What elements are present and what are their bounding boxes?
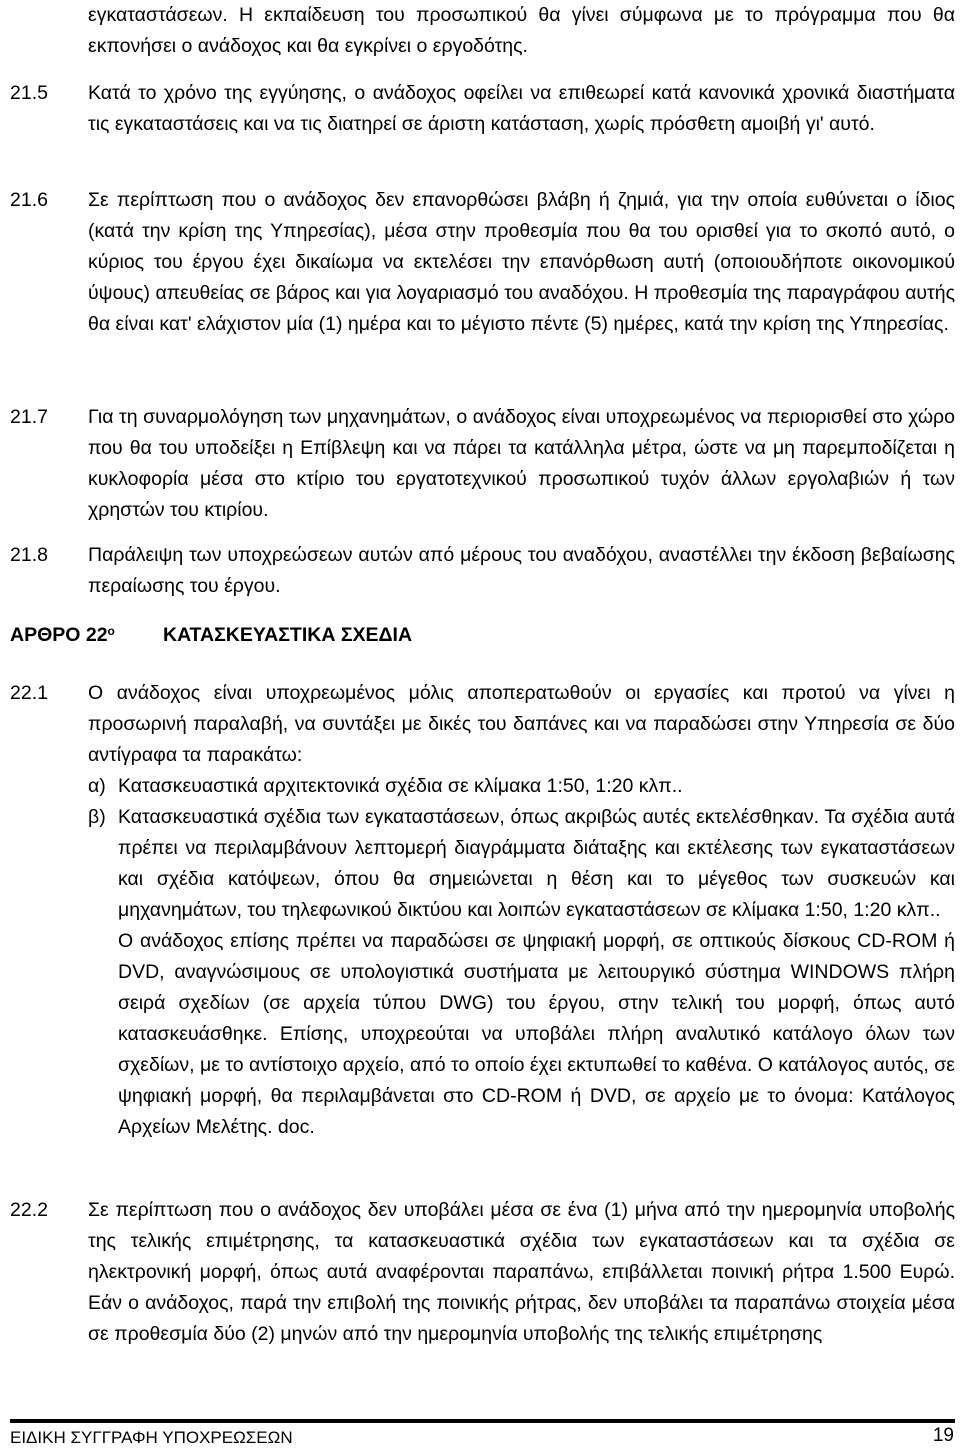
- list-item-a: [88, 771, 955, 802]
- clause-text: Για τη συναρμολόγηση των μηχανημάτων, ο ανάδοχος είναι υποχρεωμένος να περιορισθεί στο χώρο που θα του υποδείξει η Επίβλεψη και να πάρει τα κατάλληλα μέτρα, ώστε να μη παρεμποδίζεται η κυκλοφορία μέσα στο κτίριο του εργατοτεχνικού προσωπικού τυχόν άλλων εργολαβιών ή των χρηστών του κτιρίου.: [88, 406, 955, 521]
- footer-divider: [10, 1419, 955, 1423]
- clause-number: 22.1: [10, 682, 48, 704]
- list-text: Κατασκευαστικά σχέδια των εγκαταστάσεων, όπως ακριβώς αυτές εκτελέσθηκαν. Τα σχέδια αυτά πρέπει να περιλαμβάνουν λεπτομερή διαγράμματα διάταξης και εκτέλεσης των εγκαταστάσεων και σχέδια κατόψεων, όπου θα σημειώνεται η θέση και το μέγεθος των συσκευών και μηχανημάτων, του τηλεφωνικού δικτύου και λοιπών εγκαταστάσεων σε κλίμακα 1:50, 1:20 κλπ..: [118, 806, 955, 921]
- list-label: α): [88, 775, 106, 797]
- clause-text: Σε περίπτωση που ο ανάδοχος δεν υποβάλει μέσα σε ένα (1) μήνα από την ημερομηνία υποβολής της τελικής επιμέτρησης, τα κατασκευαστικά σχέδια των εγκαταστάσεων και τα σχέδια σε ηλεκτρονική μορφή, όπως αυτά αναφέρονται παραπάνω, επιβάλλεται ποινική ρήτρα 1.500 Ευρώ. Εάν ο ανάδοχος, παρά την επιβολή της ποινικής ρήτρας, δεν υποβάλει τα παραπάνω στοιχεία μέσα σε προθεσμία δύο (2) μηνών από την ημερομηνία υποβολής της τελικής επιμέτρησης: [88, 1199, 955, 1345]
- clause-text: Σε περίπτωση που ο ανάδοχος δεν επανορθώσει βλάβη ή ζημιά, για την οποία ευθύνεται ο ίδιος (κατά την κρίση της Υπηρεσίας), μέσα στην προθεσμία που θα του ορισθεί για το σκοπό αυτό, ο κύριος του έργου έχει δικαίωμα να εκτελέσει την επανόρθωση αυτή (οποιουδήποτε οικονομικού ύψους) απευθείας σε βάρος και για λογαριασμό του αναδόχου. Η προθεσμία της παραγράφου αυτής θα είναι κατ' ελάχιστον μία (1) ημέρα και το μέγιστο πέντε (5) ημέρες, κατά την κρίση της Υπηρεσίας.: [88, 189, 955, 335]
- article-number: ΑΡΘΡΟ $22^o$: [10, 624, 115, 646]
- list-item-b-continuation: Ο ανάδοχος επίσης πρέπει να παραδώσει σε ψηφιακή μορφή, σε οπτικούς δίσκους CD-ROM ή DVD, αναγνώσιμους σε υπολογιστικά συστήματα με λειτουργικό σύστημα WINDOWS πλήρη σειρά σχεδίων (σε αρχεία τύπου DWG) του έργου, στην τελική του μορφή, όπως αυτό κατασκευάσθηκε. Επίσης, υποχρεούται να υποβάλει πλήρη αναλυτικό κατάλογο όλων των σχεδίων, με το αντίστοιχο αρχείο, από το οποίο έχει εκτυπωθεί το καθένα. Ο κατάλογος αυτός, σε ψηφιακή μορφή, θα περιλαμβάνεται στο CD-ROM ή DVD, σε αρχείο με το όνομα: Κατάλογος Αρχείων Μελέτης. doc.: [118, 930, 955, 1138]
- clause-number: 22.2: [10, 1199, 48, 1221]
- clause-text: Ο ανάδοχος είναι υποχρεωμένος μόλις αποπερατωθούν οι εργασίες και προτού να γίνει η προσωρινή παραλαβή, να συντάξει με δικές του δαπάνες και να παραδώσει στην Υπηρεσία σε δύο αντίγραφα τα παρακάτω:: [88, 682, 955, 766]
- clause-number: 21.6: [10, 189, 48, 211]
- list-item-b: [88, 802, 955, 926]
- intro-text: εγκαταστάσεων. Η εκπαίδευση του προσωπικού θα γίνει σύμφωνα με το πρόγραμμα που θα εκπονήσει ο ανάδοχος και θα εγκρίνει ο εργοδότης.: [88, 4, 955, 57]
- list-label: β): [88, 806, 106, 828]
- clause-text: Κατά το χρόνο της εγγύησης, ο ανάδοχος οφείλει να επιθεωρεί κατά κανονικά χρονικά διαστήματα τις εγκαταστάσεις και να τις διατηρεί σε άριστη κατάσταση, χωρίς πρόσθετη αμοιβή γι' αυτό.: [88, 82, 955, 135]
- footer-document-title: ΕΙΔΙΚΗ ΣΥΓΓΡΑΦΗ ΥΠΟΧΡΕΩΣΕΩΝ: [10, 1428, 293, 1447]
- clause-number: 21.8: [10, 544, 48, 566]
- article-title: ΚΑΤΑΣΚΕΥΑΣΤΙΚΑ ΣΧΕΔΙΑ: [163, 624, 413, 646]
- clause-text: Παράλειψη των υποχρεώσεων αυτών από μέρους του αναδόχου, αναστέλλει την έκδοση βεβαίωσης περαίωσης του έργου.: [88, 544, 955, 597]
- clause-number: 21.5: [10, 82, 48, 104]
- footer-page-number: 19: [932, 1425, 954, 1446]
- clause-number: 21.7: [10, 406, 48, 428]
- list-text: Κατασκευαστικά αρχιτεκτονικά σχέδια σε κλίμακα 1:50, 1:20 κλπ..: [118, 775, 683, 797]
